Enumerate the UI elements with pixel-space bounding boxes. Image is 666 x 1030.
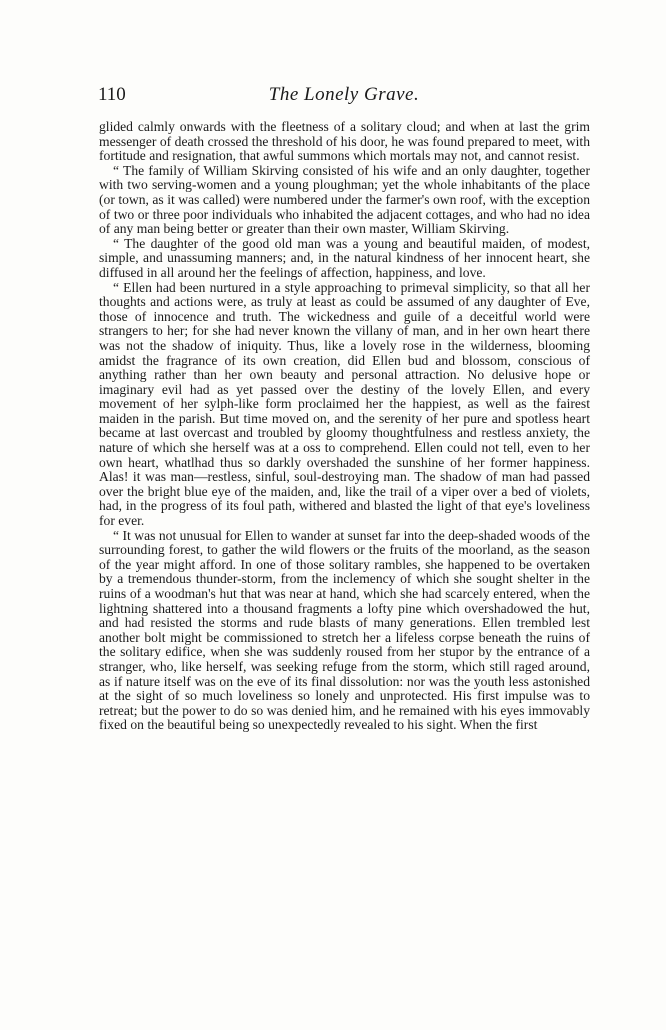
paragraph-family: “ The family of William Skirving consisted of his wife and an only daughter, together with two serving-women and a young ploughman; yet the whole inhabitants of the place (or town, as it was called) were numbered under the farmer's own roof, with the exception of two or three poor individuals who inhabited the adjacent cottages, and who had no idea of any man being better or greater than their own master, William Skirving. xyxy=(99,162,590,237)
running-title: The Lonely Grave. xyxy=(268,84,420,105)
page-header xyxy=(98,84,590,110)
body-text xyxy=(99,120,590,733)
paragraph-storm: “ It was not unusual for Ellen to wander at sunset far into the deep-shaded woods of the surrounding forest, to gather the wild flowers or the fruits of the moorland, as the season of the year might afford. In one of those solitary rambles, she happened to be overtaken by a tremendous thunder-storm, from the inclemency of which she sought shelter in the ruins of a woodman's hut that was near at hand, which she had scarcely entered, when the lightning shattered into a thousand fragments a lofty pine which overshadowed the hut, and had resisted the storms and rude blasts of many generations. Ellen trembled lest another bolt might be commissioned to stretch her a lifeless corpse beneath the ruins of the solitary edifice, when she was suddenly roused from her stupor by the entrance of a stranger, who, like herself, was seeking refuge from the storm, which still raged around, as if nature itself was on the eve of its final dissolution: nor was the youth less astonished at the sight of so much loveliness so lonely and unprotected. His first impulse was to retreat; but the power to do so was denied him, and he remained with his eyes immovably fixed on the beautiful being so unexpectedly revealed to his sight. When the first xyxy=(99,527,590,733)
paragraph-daughter: “ The daughter of the good old man was a young and beautiful maiden, of modest, simple, and unassuming manners; and, in the natural kindness of her innocent heart, she diffused in all around her the feelings of affection, happiness, and love. xyxy=(99,235,590,280)
paragraph-ellen: “ Ellen had been nurtured in a style approaching to primeval simplicity, so that all her thoughts and actions were, as truly at least as could be assumed of any daughter of Eve, those of innocence and truth. The wickedness and guile of a deceitful world were strangers to her; for she had never known the villany of man, and in her own heart there was not the shadow of iniquity. Thus, like a lovely rose in the wilderness, blooming amidst the fragrance of its own creation, did Ellen bud and blossom, conscious of anything rather than her own beauty and personal attraction. No delusive hope or imaginary evil had as yet passed over the destiny of the lovely Ellen, and every movement of her sylph-like form proclaimed her the happiest, as well as the fairest maiden in the parish. But time moved on, and the serenity of her pure and spotless heart became at last overcast and troubled by gloomy thoughtfulness and restless anxiety, the nature of which she herself was at a oss to comprehend. Ellen could not tell, even to her own heart, whatlhad thus so darkly overshaded the sunshine of her former happiness. Alas! it was man—restless, sinful, soul-destroying man. The shadow of man had passed over the bright blue eye of the maiden, and, like the trail of a viper over a bed of violets, had, in the progress of its foul path, withered and blasted the light of that eye's loveliness for ever. xyxy=(99,279,590,529)
paragraph-continued: glided calmly onwards with the fleetness of a solitary cloud; and when at last the grim messenger of death crossed the threshold of his door, he was found prepared to meet, with fortitude and resignation, that awful summons which mortals may not, and cannot resist. xyxy=(99,119,590,164)
page-number: 110 xyxy=(98,84,126,105)
